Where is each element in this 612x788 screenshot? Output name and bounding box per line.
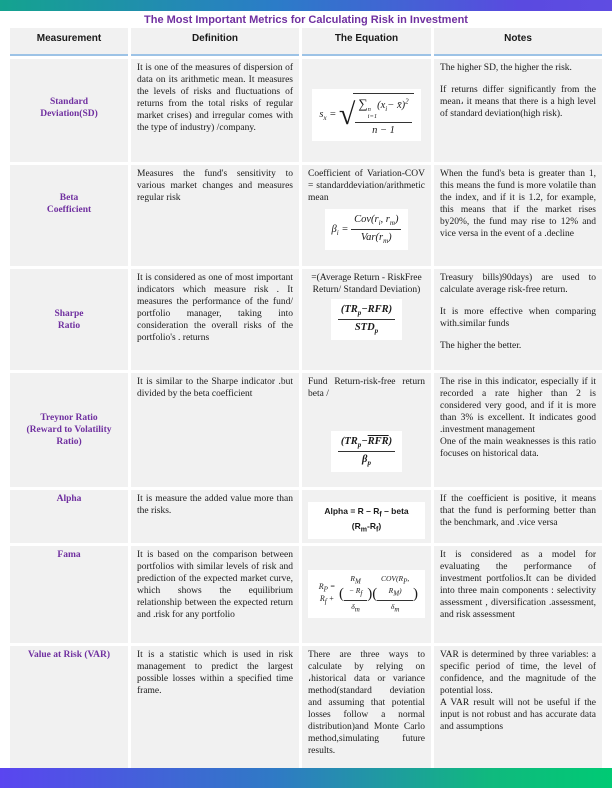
note-paragraph: The higher the better. — [440, 340, 522, 351]
measurement-label-line: Value at Risk (VAR) — [27, 650, 111, 660]
sd-equation: $s_x$ = √ ∑ n i=1 ($x_i-$ x̄)$^2$ n − 1 — [312, 89, 420, 141]
equation-cell — [302, 165, 431, 266]
note-paragraph: When the fund's beta is greater than 1, this means the fund is more volatile than the index, and if it is 1.2, for example, this means that if the market rises by20%, the fund may rise to 12% and vice versa in the event of a .decline — [440, 169, 596, 239]
header-cell-notes: Notes — [434, 28, 602, 56]
bottom-gradient-bar — [0, 768, 612, 788]
measurement-label-line: Alpha — [56, 494, 82, 504]
equation-cell — [302, 59, 431, 162]
definition-cell: It is one of the measures of dispersion of data on its arithmetic mean. It measures the levels of risks and fluctuations of returns from the total risks of regular market crises) and irregular comes with the type of industry) /company. — [131, 59, 299, 162]
measurement-cell — [10, 546, 128, 643]
top-gradient-bar — [0, 0, 612, 11]
notes-cell — [434, 646, 602, 768]
table-row-value-at-risk — [10, 646, 602, 768]
equation-intro-text: =(Average Return - RiskFree Return/ Standard Deviation) — [311, 273, 422, 295]
measurement-label-line: Treynor Ratio — [40, 413, 98, 423]
table-row-fama — [10, 546, 602, 643]
note-paragraph: One of the main weaknesses is this ratio focuses on historical data. — [440, 436, 596, 459]
definition-cell: It is similar to the Sharpe indicator .but divided by the beta coefficient — [131, 373, 299, 487]
note-paragraph: It is considered as a model for evaluating the performance of investment portfolios.It can be divided into three main components : selectivity assessment , diversification .assessment, and risk assessment — [440, 550, 596, 620]
equation-intro-text: Coefficient of Variation-COV = standarddeviation/arithmetic mean — [308, 169, 425, 203]
note-paragraph: The higher SD, the higher the risk. — [440, 63, 572, 73]
equation-cell — [302, 490, 431, 543]
definition-cell: It is a statistic which is used in risk management to predict the largest possible losses within a specified time frame. — [131, 646, 299, 768]
equation-cell — [302, 546, 431, 643]
notes-cell — [434, 59, 602, 162]
radical-sign: √ — [338, 98, 356, 132]
risk-metrics-table — [10, 28, 602, 768]
definition-cell: It is considered as one of most important indicators which measure risk . It measures the performance of the fund/ portfolio manager, taking into consideration the overall risks of the portfolio's . returns — [131, 269, 299, 370]
equation-cell — [302, 373, 431, 487]
equation-cell — [302, 269, 431, 370]
table-row-standard-deviation — [10, 59, 602, 162]
header-cell-equation: The Equation — [302, 28, 431, 56]
note-paragraph: A VAR result will not be useful if the input is not robust and has accurate data and assumptions — [440, 697, 596, 732]
note-paragraph: If returns differ significantly from the mean، it means that there is a high level of standard deviation(high risk). — [440, 84, 596, 119]
definition-cell: Measures the fund's sensitivity to various market changes and measures regular risk — [131, 165, 299, 266]
measurement-cell — [10, 373, 128, 487]
fama-equation: $R_P = R_f$ + ( $\frac{R_M - R_f}{\delta_m}$ ) ( $\frac{COV(R_P, R_M)}{\delta_m}$ ) — [308, 570, 425, 618]
table-row-beta-coefficient — [10, 165, 602, 266]
note-paragraph: If the coefficient is positive, it means that the fund is performing better than the benchmark, and .vice versa — [440, 494, 596, 528]
treynor-equation: $\frac{(TR_p-\overline{RFR})}{\beta_p}$ — [331, 431, 402, 472]
note-paragraph: VAR is determined by three variables: a specific period of time, the level of confidence, and the magnitude of the potential loss. — [440, 650, 596, 696]
measurement-label-line: Sharpe — [54, 309, 84, 319]
measurement-label-line: Ratio — [57, 320, 81, 331]
notes-cell — [434, 269, 602, 370]
table-row-sharpe-ratio — [10, 269, 602, 370]
measurement-label-line: Ratio) — [56, 436, 82, 447]
note-paragraph: It is more effective when comparing with.similar funds — [440, 306, 596, 329]
measurement-cell — [10, 165, 128, 266]
definition-cell: It is based on the comparison between portfolios with similar levels of risk and prediction of the expected market curve, which shows the equilibrium relationship between the expected return and .risk for any portfolio — [131, 546, 299, 643]
measurement-cell — [10, 269, 128, 370]
measurement-cell — [10, 646, 128, 768]
notes-cell — [434, 165, 602, 266]
sharpe-equation: $\frac{(TR_p-RFR)}{STD_p}$ — [331, 299, 402, 340]
measurement-label-line: Standard — [49, 97, 88, 107]
measurement-label-line: Fama — [57, 550, 81, 560]
measurement-label-line: Deviation(SD) — [40, 108, 98, 119]
measurement-label-line: (Reward to Volatility — [26, 424, 112, 435]
notes-cell — [434, 546, 602, 643]
measurement-label-line: Beta — [59, 193, 79, 203]
notes-cell — [434, 490, 602, 543]
measurement-cell — [10, 490, 128, 543]
equation-cell: There are three ways to calculate by relying on ،historical data or variance method(standard deviation and assuming that potential losses follow a normal distribution)and Monte Carlo method,simulating future results. — [302, 646, 431, 768]
measurement-label-line: Coefficient — [46, 204, 92, 215]
alpha-equation: Alpha = R – $R_f$ – beta $(R_m-R_f)$ — [308, 502, 425, 539]
table-header-row — [10, 28, 602, 56]
table-row-treynor-ratio — [10, 373, 602, 487]
equation-intro-text: Fund Return-risk-free return beta / — [308, 377, 425, 399]
header-cell-definition: Definition — [131, 28, 299, 56]
notes-cell — [434, 373, 602, 487]
definition-cell: It is measure the added value more than the risks. — [131, 490, 299, 543]
note-paragraph: The rise in this indicator, especially if it recorded a rate higher than 2 is considered very good, and if it is more than 3% is excellent. It indicates good .investment management — [440, 377, 596, 435]
header-cell-measurement: Measurement — [10, 28, 128, 56]
note-paragraph: Treasury bills)90days) are used to calculate average risk-free return. — [440, 273, 596, 295]
beta-equation: $\beta_i$ = $\frac{Cov(r_i, r_m)}{Var(r_m)}$ — [325, 209, 409, 250]
table-row-alpha — [10, 490, 602, 543]
measurement-cell — [10, 59, 128, 162]
page-title: The Most Important Metrics for Calculating Risk in Investment — [144, 14, 468, 26]
